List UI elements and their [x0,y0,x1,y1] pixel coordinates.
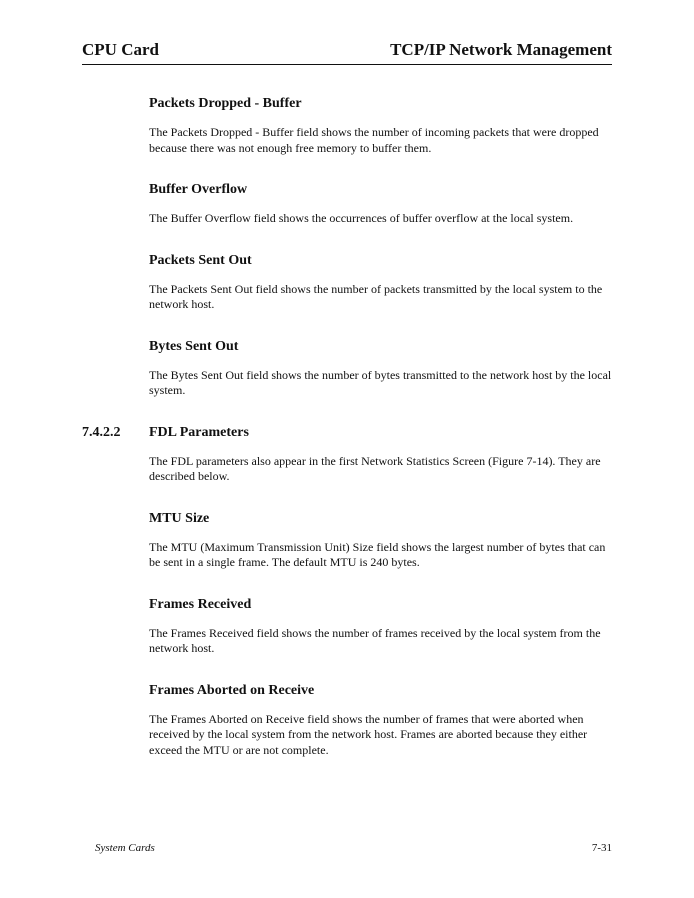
section-packets-sent-out [82,252,612,313]
section-paragraph: The Buffer Overflow field shows the occurrences of buffer overflow at the local system. [149,211,574,225]
section-paragraph: The FDL parameters also appear in the first Network Statistics Screen (Figure 7-14). They are described below. [149,453,601,483]
section-bytes-sent-out [82,338,612,399]
section-paragraph: The Packets Sent Out field shows the number of packets transmitted by the local system to the network host. [149,281,603,311]
page-content [82,95,612,783]
section-heading: Frames Received [149,596,252,612]
section-paragraph: The MTU (Maximum Transmission Unit) Size field shows the largest number of bytes that can be sent in a single frame. The default MTU is 240 bytes. [149,539,606,569]
section-heading: Packets Sent Out [149,252,252,268]
section-frames-received [82,596,612,657]
header-chapter-title: CPU Card [82,40,159,59]
header-section-title: TCP/IP Network Management [390,40,612,59]
section-frames-aborted-on-receive [82,682,612,759]
page-header [82,40,612,65]
section-paragraph: The Frames Aborted on Receive field shows the number of frames that were aborted when received by the local system from the network host. Frames are aborted because they either exceed the MTU or are not complete. [149,711,588,757]
section-mtu-size [82,510,612,571]
section-packets-dropped-buffer [82,95,612,156]
section-number: 7.4.2.2 [82,424,121,440]
page-number: 7-31 [591,842,612,854]
section-heading: Packets Dropped - Buffer [149,96,302,111]
section-heading: Frames Aborted on Receive [149,682,315,698]
numbered-section-heading [82,424,612,442]
section-heading: MTU Size [149,510,210,526]
section-fdl-parameters [82,424,612,485]
section-title: FDL Parameters [149,424,249,440]
section-buffer-overflow [82,181,612,227]
section-paragraph: The Frames Received field shows the number of frames received by the local system from the network host. [149,625,601,655]
section-paragraph: The Packets Dropped - Buffer field shows the number of incoming packets that were dropped because there was not enough free memory to buffer them. [149,125,599,155]
section-heading: Buffer Overflow [149,182,248,197]
section-heading: Bytes Sent Out [149,338,239,354]
footer-book-title: System Cards [95,842,155,854]
section-paragraph: The Bytes Sent Out field shows the number of bytes transmitted to the network host by the local system. [149,367,612,397]
